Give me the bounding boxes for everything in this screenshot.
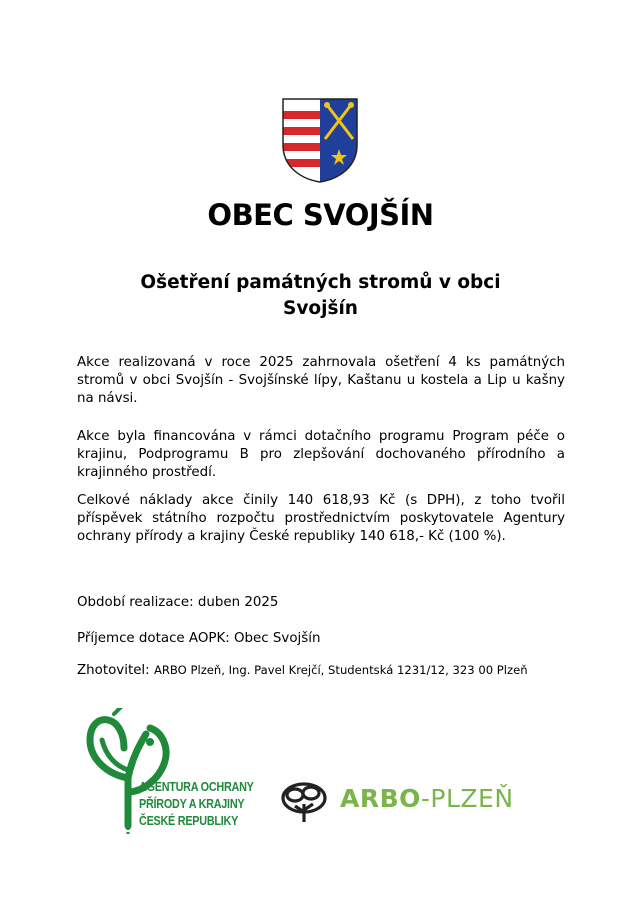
page-title: OBEC SVOJŠÍN — [207, 198, 434, 232]
arbo-plzen-logo-text — [340, 784, 514, 813]
paragraph-recipient: Příjemce dotace AOPK: Obec Svojšín — [77, 631, 321, 646]
subtitle-line-2: Svojšín — [283, 298, 358, 319]
paragraph-project-description: Akce realizovaná v roce 2025 zahrnovala ošetření 4 ks památných stromů v obci Svojšín - Svojšínské lípy, Kaštanu u kostela a Lip u kašny na návsi. — [77, 355, 565, 406]
paragraph-period: Období realizace: duben 2025 — [77, 595, 279, 610]
aopk-logo-text — [139, 779, 254, 830]
aopk-line-1: AGENTURA OCHRANY — [139, 780, 254, 794]
aopk-line-2: PŘÍRODY A KRAJINY — [139, 797, 245, 811]
coat-of-arms-icon — [281, 97, 359, 183]
contractor-value: ARBO Plzeň, Ing. Pavel Krejčí, Studentská 1231/12, 323 00 Plzeň — [153, 663, 528, 677]
paragraph-contractor — [77, 661, 565, 680]
aopk-line-3: ČESKÉ REPUBLIKY — [139, 814, 239, 828]
tree-icon — [279, 780, 329, 824]
document-subtitle — [100, 270, 541, 322]
paragraph-costs: Celkové náklady akce činily 140 618,93 Kč (s DPH), z toho tvořil příspěvek státního rozpočtu prostřednictvím poskytovatele Agentury ochrany přírody a krajiny České republiky 140 618,- Kč (100 %). — [77, 493, 565, 544]
subtitle-line-1: Ošetření památných stromů v obci — [140, 272, 501, 293]
contractor-label: Zhotovitel: — [77, 663, 150, 678]
paragraph-funding: Akce byla financována v rámci dotačního programu Program péče o krajinu, Podprogramu B pro zlepšování dochovaného přírodního a krajinného prostředí. — [77, 429, 565, 480]
arbo-bold-text: ARBO — [340, 784, 421, 813]
arbo-rest-text: -PLZEŇ — [420, 784, 514, 813]
